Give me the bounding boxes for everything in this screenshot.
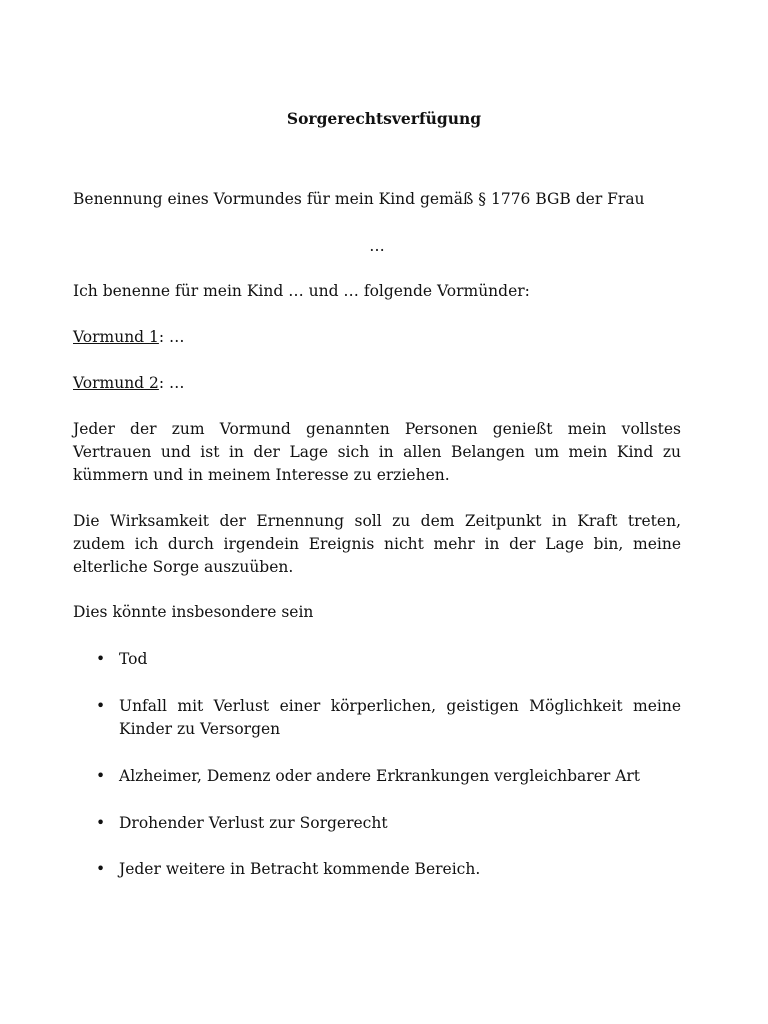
bullet-marker: • xyxy=(96,814,106,832)
list-item-text: Alzheimer, Demenz oder andere Erkrankungen vergleichbarer Art xyxy=(119,767,641,785)
guardian-1-label: Vormund 1 xyxy=(73,328,159,346)
guardian-1-line xyxy=(73,326,681,349)
paragraph-effect: Die Wirksamkeit der Ernennung soll zu dem Zeitpunkt in Kraft treten, zudem ich durch irgendein Ereignis nicht mehr in der Lage bin, meine elterliche Sorge auszuüben. xyxy=(73,512,681,576)
bullet-marker: • xyxy=(96,767,106,785)
bullet-marker: • xyxy=(96,860,106,878)
bullet-marker: • xyxy=(96,697,106,715)
intro-placeholder: … xyxy=(369,237,385,255)
list-item-text: Unfall mit Verlust einer körperlichen, geistigen Möglichkeit meine Kinder zu Versorgen xyxy=(119,697,681,738)
designation-line: Ich benenne für mein Kind … und … folgende Vormünder: xyxy=(73,282,530,300)
document-title: Sorgerechtsverfügung xyxy=(286,109,482,128)
list-item-text: Jeder weitere in Betracht kommende Bereich. xyxy=(119,860,481,878)
guardian-1-value: : … xyxy=(158,328,185,346)
list-intro: Dies könnte insbesondere sein xyxy=(73,603,314,621)
guardian-2-line xyxy=(73,372,681,395)
guardian-2-value: : … xyxy=(158,374,185,392)
paragraph-trust: Jeder der zum Vormund genannten Personen genießt mein vollstes Vertrauen und ist in der Lage sich in allen Belangen um mein Kind zu kümmern und in meinem Interesse zu erziehen. xyxy=(73,420,681,484)
bullet-marker: • xyxy=(96,650,106,668)
list-item-text: Drohender Verlust zur Sorgerecht xyxy=(119,814,388,832)
guardian-2-label: Vormund 2 xyxy=(73,374,159,392)
intro-line: Benennung eines Vormundes für mein Kind gemäß § 1776 BGB der Frau xyxy=(73,190,645,208)
list-item-text: Tod xyxy=(119,650,148,668)
